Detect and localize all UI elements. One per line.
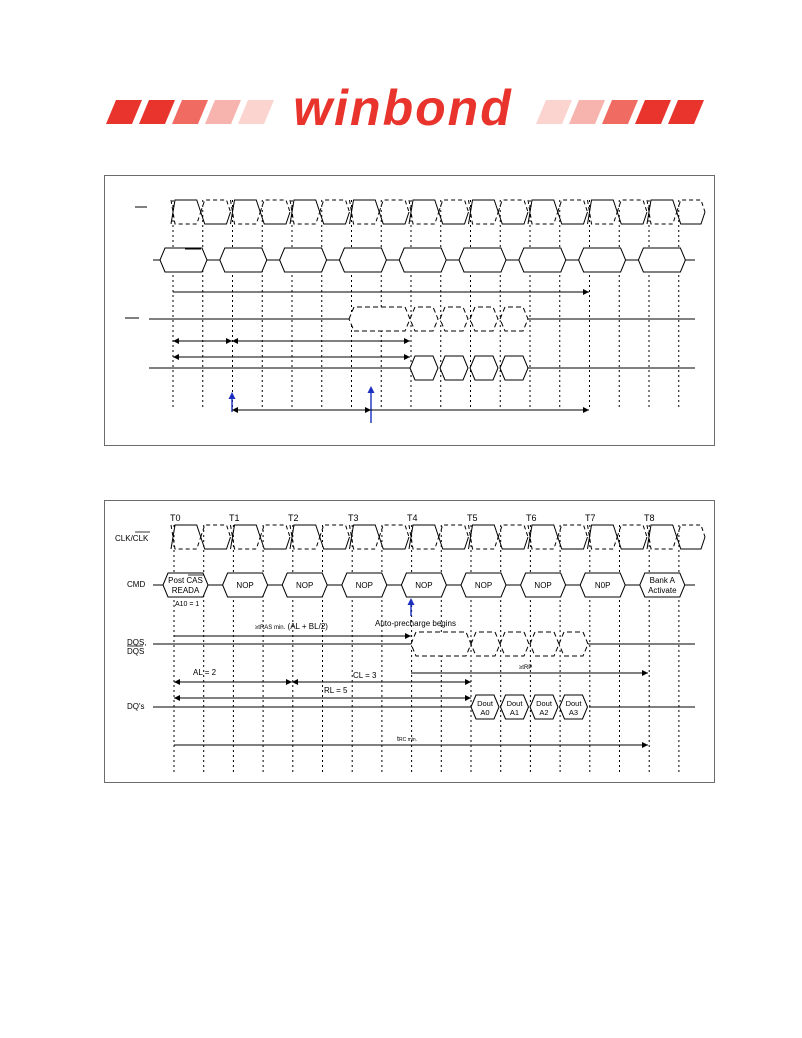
clk-wave bbox=[558, 525, 588, 537]
dqs-preamble bbox=[411, 632, 471, 656]
clk-wave bbox=[617, 525, 647, 537]
clk-bar-wave bbox=[677, 537, 705, 549]
tras-label bbox=[255, 622, 328, 631]
trc-label bbox=[397, 736, 417, 743]
tras-arrow-head bbox=[405, 633, 411, 639]
cl-label: CL = 3 bbox=[353, 671, 377, 680]
trp-arrow-head bbox=[583, 407, 589, 413]
precharge-marker-arrow-head bbox=[368, 386, 375, 393]
trp-symbol: RP bbox=[523, 665, 533, 671]
clk-wave bbox=[439, 200, 469, 212]
dqs-bar-signal-label: DQS bbox=[127, 647, 145, 656]
dqs-pulse bbox=[530, 632, 559, 656]
clk-wave bbox=[498, 200, 528, 212]
clk-bar-wave bbox=[439, 537, 469, 549]
clk-wave bbox=[588, 525, 618, 549]
logo-wordmark: winbond bbox=[293, 80, 513, 136]
al-label: AL = 2 bbox=[193, 668, 217, 677]
clk-bar-wave bbox=[647, 525, 677, 549]
cmd-box bbox=[220, 248, 267, 272]
clk-bar-wave bbox=[409, 525, 439, 549]
clk-wave bbox=[677, 200, 705, 212]
clk-bar-wave bbox=[558, 212, 588, 224]
timing-diagram-top bbox=[104, 175, 715, 446]
clk-bar-wave bbox=[379, 537, 409, 549]
logo-stripe bbox=[172, 100, 208, 124]
clk-bar-wave bbox=[320, 212, 350, 224]
dout-label-1-line1: Dout bbox=[506, 699, 523, 708]
cmd-label-8-line1: Bank A bbox=[649, 576, 675, 585]
tras-suffix: (AL + BL/2) bbox=[285, 622, 328, 631]
clk-bar-wave bbox=[350, 525, 380, 549]
logo-stripe bbox=[635, 100, 671, 124]
clk-wave bbox=[617, 200, 647, 212]
cl-arrow-head bbox=[404, 338, 410, 344]
clk-bar-wave bbox=[469, 200, 499, 224]
logo-stripe bbox=[668, 100, 704, 124]
clk-bar-wave bbox=[379, 212, 409, 224]
cmd-box bbox=[459, 248, 506, 272]
cl-arrow-tail bbox=[232, 338, 238, 344]
trc-arrow-head bbox=[583, 289, 589, 295]
dout-label-3-line1: Dout bbox=[565, 699, 582, 708]
cmd-label-5: NOP bbox=[474, 581, 493, 590]
timing-diagram-bottom-canvas bbox=[105, 501, 714, 782]
clk-bar-wave bbox=[290, 525, 320, 549]
clk-bar-wave bbox=[231, 525, 261, 549]
clock-label-t5: T5 bbox=[467, 513, 478, 523]
trp-prefix: ≥t bbox=[519, 665, 524, 671]
logo-left-stripes bbox=[106, 100, 274, 124]
rl-arrow-tail bbox=[173, 354, 179, 360]
auto-precharge-label: Auto-precharge begins bbox=[375, 619, 456, 628]
rl-arrow-tail bbox=[174, 695, 180, 701]
trp-label bbox=[519, 665, 532, 671]
clock-label-t3: T3 bbox=[348, 513, 359, 523]
cl-arrow-tail bbox=[292, 679, 298, 685]
clk-wave bbox=[231, 200, 261, 224]
dout-label-1-line2: A1 bbox=[509, 708, 520, 717]
dqs-pulse bbox=[470, 307, 498, 331]
clk-bar-wave bbox=[201, 212, 231, 224]
tras-prefix: ≥t bbox=[255, 625, 260, 631]
clk-wave bbox=[290, 200, 320, 224]
tras-symbol: RAS min. bbox=[259, 625, 286, 631]
clk-wave bbox=[469, 200, 499, 224]
clk-wave bbox=[558, 200, 588, 212]
clk-wave bbox=[588, 200, 618, 224]
clk-bar-wave bbox=[260, 212, 290, 224]
clk-bar-wave bbox=[617, 537, 647, 549]
dqs-preamble bbox=[349, 307, 410, 331]
clock-label-t7: T7 bbox=[585, 513, 596, 523]
clk-wave bbox=[171, 525, 201, 549]
clk-wave bbox=[290, 525, 320, 549]
cmd-label-4: NOP bbox=[415, 581, 433, 590]
cmd-box bbox=[519, 248, 566, 272]
clk-bar-wave bbox=[498, 212, 528, 224]
dout-label-3-line2: A3 bbox=[568, 708, 579, 717]
read-marker-arrow-head bbox=[229, 392, 236, 399]
timing-diagram-top-canvas bbox=[105, 176, 714, 445]
clk-wave bbox=[201, 200, 231, 212]
dqs-pulse bbox=[500, 307, 528, 331]
rl-arrow-head bbox=[465, 695, 471, 701]
rl-label: RL = 5 bbox=[324, 686, 348, 695]
tras-arrow-head bbox=[365, 407, 371, 413]
cmd-box bbox=[160, 248, 207, 272]
logo-stripe bbox=[106, 100, 142, 124]
clk-wave bbox=[409, 200, 439, 224]
clk-wave bbox=[350, 200, 380, 224]
dq-data bbox=[470, 356, 498, 380]
cmd-box bbox=[339, 248, 386, 272]
clock-label-t8: T8 bbox=[644, 513, 655, 523]
cmd-box bbox=[638, 248, 685, 272]
clk-bar-wave bbox=[350, 200, 380, 224]
dqs-pulse bbox=[471, 632, 500, 656]
rl-arrow-head bbox=[404, 354, 410, 360]
cmd-label-2: NOP bbox=[296, 581, 314, 590]
clk-wave bbox=[498, 525, 528, 537]
clk-wave bbox=[439, 525, 469, 537]
clk-bar-wave bbox=[171, 525, 201, 549]
clk-wave bbox=[528, 200, 558, 224]
cmd-label-6: NOP bbox=[534, 581, 552, 590]
clock-label-t4: T4 bbox=[407, 513, 418, 523]
logo-stripe bbox=[205, 100, 241, 124]
cmd-label-0-line2: READA bbox=[171, 586, 200, 595]
clk-bar-wave bbox=[647, 200, 677, 224]
dout-label-0-line1: Dout bbox=[477, 699, 493, 708]
clk-bar-wave bbox=[558, 537, 588, 549]
dqs-signal-label: DQS, bbox=[127, 638, 147, 647]
dq-data bbox=[410, 356, 438, 380]
clk-bar-wave bbox=[469, 525, 499, 549]
dout-label-2-line1: Dout bbox=[536, 699, 552, 708]
clk-bar-wave bbox=[290, 200, 320, 224]
clk-bar-wave bbox=[498, 537, 528, 549]
a10-note: A10 = 1 bbox=[175, 601, 200, 608]
clk-wave bbox=[528, 525, 558, 549]
trp-arrow-head bbox=[642, 670, 648, 676]
clk-bar-wave bbox=[528, 525, 558, 549]
clk-wave bbox=[260, 200, 290, 212]
clock-label-t2: T2 bbox=[288, 513, 299, 523]
clk-wave bbox=[320, 200, 350, 212]
clk-wave bbox=[647, 525, 677, 549]
al-arrow-head bbox=[226, 338, 232, 344]
clock-label-t0: T0 bbox=[170, 513, 181, 523]
clk-signal-label: CLK/CLK bbox=[115, 534, 149, 543]
clk-wave bbox=[350, 525, 380, 549]
dq-data bbox=[500, 356, 528, 380]
clk-bar-wave bbox=[439, 212, 469, 224]
logo-stripe bbox=[536, 100, 572, 124]
dout-label-0-line2: A0 bbox=[480, 708, 490, 717]
cmd-label-8-line2: Activate bbox=[648, 586, 677, 595]
clk-wave bbox=[379, 200, 409, 212]
al-arrow-tail bbox=[173, 338, 179, 344]
clk-bar-wave bbox=[528, 200, 558, 224]
timing-diagram-bottom bbox=[104, 500, 715, 783]
clk-bar-wave bbox=[588, 200, 618, 224]
clk-wave bbox=[647, 200, 677, 224]
dq-signal-label: DQ's bbox=[127, 702, 145, 711]
cl-arrow-head bbox=[465, 679, 471, 685]
trc-arrow-head bbox=[642, 742, 648, 748]
clk-bar-wave bbox=[409, 200, 439, 224]
dqs-pulse bbox=[440, 307, 468, 331]
al-arrow-head bbox=[286, 679, 292, 685]
winbond-logo bbox=[0, 0, 802, 160]
trc-symbol: RC min. bbox=[398, 737, 418, 743]
clk-wave bbox=[171, 200, 201, 224]
clk-wave bbox=[260, 525, 290, 537]
logo-stripe bbox=[139, 100, 175, 124]
dqs-pulse bbox=[559, 632, 588, 656]
logo-stripe bbox=[569, 100, 605, 124]
clk-bar-wave bbox=[231, 200, 261, 224]
clk-wave bbox=[469, 525, 499, 549]
clock-label-t1: T1 bbox=[229, 513, 240, 523]
dq-data bbox=[440, 356, 468, 380]
clk-bar-wave bbox=[201, 537, 231, 549]
logo-stripe bbox=[602, 100, 638, 124]
clk-wave bbox=[231, 525, 261, 549]
clk-wave bbox=[409, 525, 439, 549]
cmd-box bbox=[399, 248, 446, 272]
clk-bar-wave bbox=[260, 537, 290, 549]
clk-bar-wave bbox=[617, 212, 647, 224]
cmd-label-1: NOP bbox=[236, 581, 254, 590]
trc-prefix: t bbox=[397, 736, 399, 743]
tras-arrow-tail bbox=[232, 407, 238, 413]
cmd-label-3: NOP bbox=[355, 581, 373, 590]
cmd-box bbox=[280, 248, 327, 272]
logo-right-stripes bbox=[536, 100, 704, 124]
clk-wave bbox=[379, 525, 409, 537]
cmd-label-0-line1: Post CAS bbox=[168, 576, 203, 585]
cmd-label-7: N0P bbox=[594, 581, 611, 590]
dqs-pulse bbox=[410, 307, 438, 331]
dqs-pulse bbox=[500, 632, 529, 656]
clk-bar-wave bbox=[320, 537, 350, 549]
clk-wave bbox=[201, 525, 231, 537]
cmd-box bbox=[579, 248, 626, 272]
clk-wave bbox=[677, 525, 705, 537]
clk-bar-wave bbox=[588, 525, 618, 549]
al-arrow-tail bbox=[174, 679, 180, 685]
clk-bar-wave bbox=[677, 212, 705, 224]
cmd-signal-label: CMD bbox=[127, 580, 146, 589]
clock-label-t6: T6 bbox=[526, 513, 537, 523]
auto-precharge-arrow-head bbox=[408, 598, 415, 605]
dout-label-2-line2: A2 bbox=[539, 708, 549, 717]
clk-wave bbox=[320, 525, 350, 537]
logo-stripe bbox=[238, 100, 274, 124]
clk-bar-wave bbox=[171, 200, 201, 224]
